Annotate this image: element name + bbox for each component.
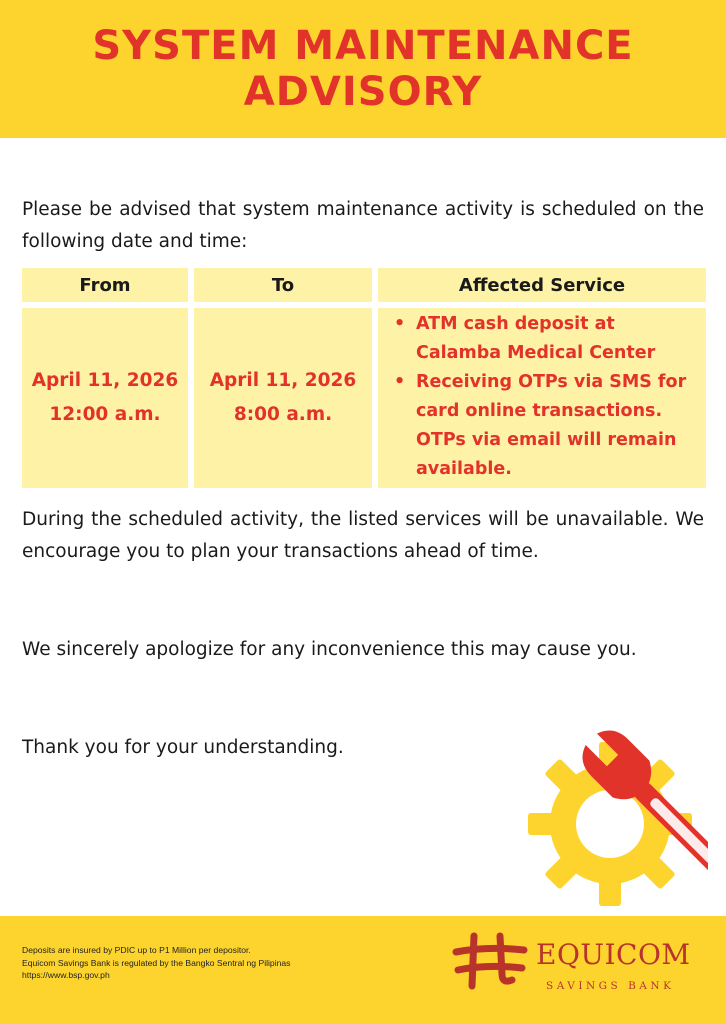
header-from: From [22,268,188,302]
equicom-logo-icon [452,930,528,990]
to-time: 8:00 a.m. [233,404,333,425]
to-cell [194,308,372,488]
bsp-notice: Equicom Savings Bank is regulated by the Bangko Sentral ng Pilipinas [22,957,291,968]
logo-wordmark: EQUICOM [536,938,691,971]
to-date: April 11, 2026 [209,370,357,391]
list-item [386,368,698,484]
gear-and-wrench-icon [528,716,708,906]
list-item [386,310,698,368]
logo-subtitle: SAVINGS BANK [546,980,675,992]
service-text: Receiving OTPs via SMS for card online transactions. OTPs via email will remain available. [416,372,687,479]
page-title-line-2: ADVISORY [243,69,483,115]
during-paragraph: During the scheduled activity, the listed services will be unavailable. We encourage you to plan your transactions ahead of time. [22,509,704,562]
bsp-link[interactable]: https://www.bsp.gov.ph [22,970,110,980]
service-text: ATM cash deposit at Calamba Medical Center [416,314,656,363]
from-cell [22,308,188,488]
affected-services-cell [378,308,706,488]
header-to: To [194,268,372,302]
header-banner [0,0,726,138]
bullet-icon: • [394,372,406,392]
apology-paragraph: We sincerely apologize for any inconvenience this may cause you. [22,639,637,660]
bullet-icon: • [394,314,406,334]
page-title-line-1: SYSTEM MAINTENANCE [92,23,634,69]
from-time: 12:00 a.m. [49,404,161,425]
thanks-paragraph: Thank you for your understanding. [22,737,344,758]
affected-services-list [386,310,698,484]
pdic-notice: Deposits are insured by PDIC up to P1 Million per depositor. [22,945,251,955]
from-date: April 11, 2026 [31,370,179,391]
footer-disclaimer [22,944,290,982]
header-affected-service: Affected Service [378,268,706,302]
intro-paragraph: Please be advised that system maintenance activity is scheduled on the following date and time: [22,199,704,252]
